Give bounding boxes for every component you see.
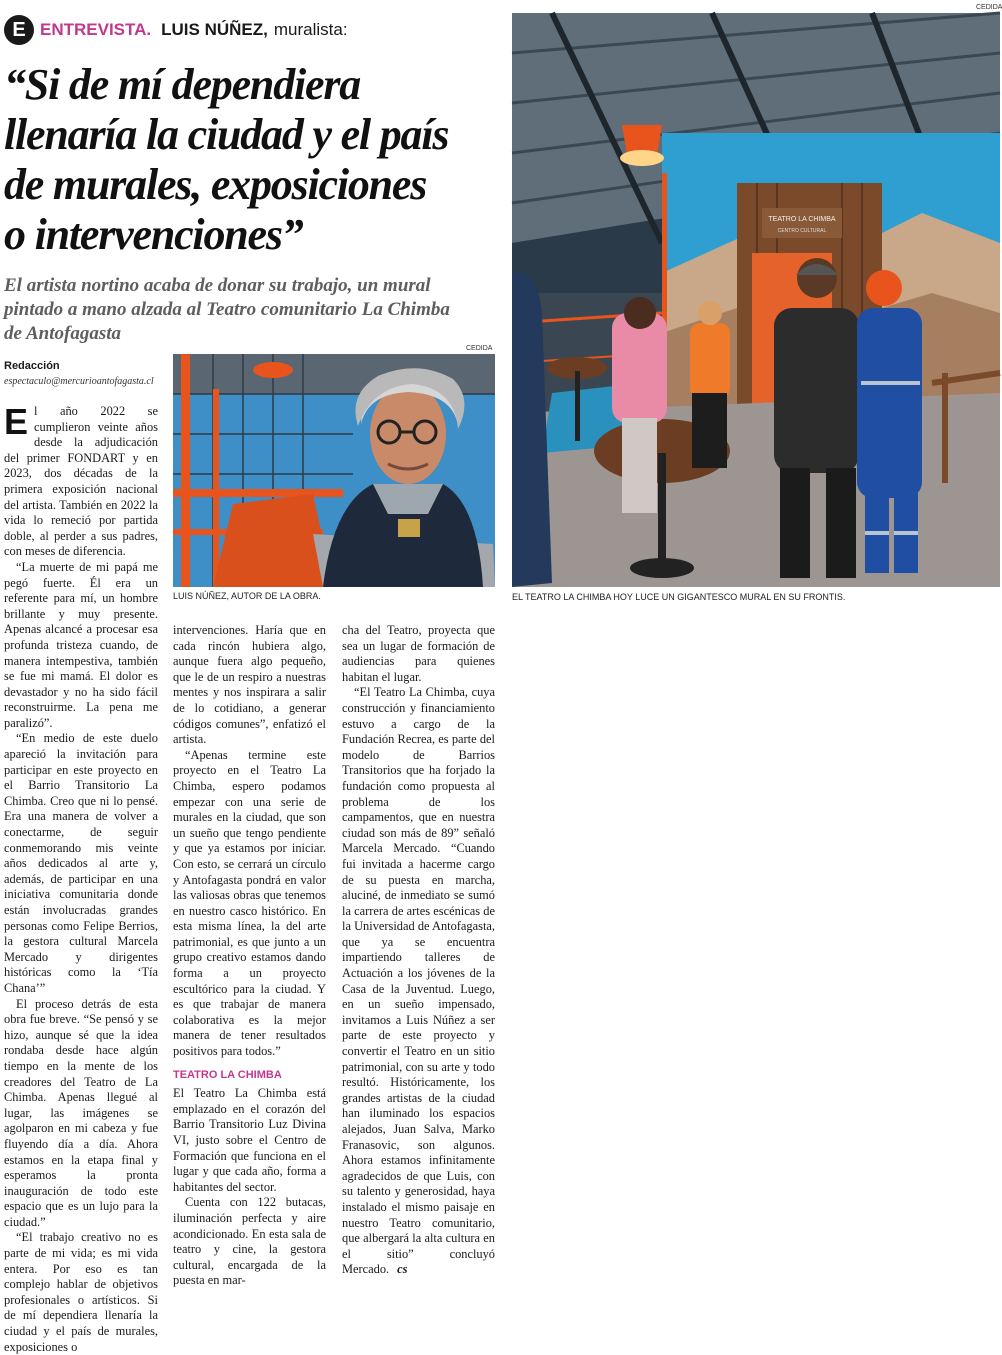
deck-line: El artista nortino acaba de donar su trabajo, un mural (4, 275, 431, 296)
article-paragraph: “Apenas termine este proyecto en el Teatro La Chimba, espero podamos empezar con una serie de murales en la ciudad, que son un sueño que tengo pendiente y que ya estamos por iniciar. Con esto, se cerrará un círculo y Antofagasta pondrá en valor las valiosas obras que tenemos en nuestro casco histórico. En esta misma línea, la del arte patrimonial, es que junto a un grupo creativo estamos dando forma a un proyecto escultórico para la ciudad. Y es que trabajar de manera colaborativa es la mejor manera de tener resultados positivos para todos.” (173, 747, 326, 1059)
caption-portrait: LUIS NÚÑEZ, AUTOR DE LA OBRA. (173, 591, 321, 601)
section-badge: E (4, 15, 34, 45)
article-paragraph (4, 401, 158, 560)
article-paragraph: intervenciones. Haría que en cada rincón hubiera algo, aunque fuera algo pequeño, que le de un respiro a nuestras mentes y nos inspirara a salir de lo cotidiano, a generar códigos comunes”, enfatizó el artista. (173, 623, 326, 747)
end-mark: cs (397, 1262, 408, 1277)
deck-line: de Antofagasta (4, 323, 121, 344)
byline-author: Redacción (4, 360, 60, 372)
kicker-name: LUIS NÚÑEZ, (161, 20, 268, 39)
deck (4, 274, 504, 346)
article-paragraph: “El trabajo creativo no es parte de mi vida; es mi vida entera. Por eso es tan complejo hablar de objetivos profesionales o artísticos. Si de mí dependiera llenaría la ciudad y el país de murales, exposiciones o (4, 1230, 158, 1354)
headline-line: “Si de mí dependiera (4, 60, 361, 109)
deck-line: pintado a mano alzada al Teatro comunitario La Chimba (4, 299, 450, 320)
article-paragraph: cha del Teatro, proyecta que sea un lugar de formación de audiencias para quienes habitan el lugar. (342, 623, 495, 684)
theater-photo (512, 13, 1000, 587)
kicker-role: muralista: (273, 20, 348, 39)
headline-line: o intervenciones” (4, 210, 303, 259)
article-column-3 (342, 623, 495, 1278)
paragraph-text: “El Teatro La Chimba, cuya construcción y financiamiento estuvo a cargo de la Fundación Recrea, es parte del modelo de Barrios Transitorios que ha forjado la fundación como propuesta al problema de los campamentos, que en nuestra ciudad son más de 89” señaló Marcela Mercado. “Cuando fui invitada a hacerme cargo de su puesta en marcha, aluciné, de inmediato se sumó la carrera de artes escénicas de la Universidad de Antofagasta, que ya se encuentra impartiendo talleres de Actuación a los jóvenes de la Casa de la Juventud. Luego, en un sueño impensado, invitamos a Luis Núñez a ser parte de este proyecto y convertir el Teatro en un sitio patrimonial, con su arte y todo resultó. Históricamente, los grandes artistas de la ciudad han iluminado los espacios alejados, Juan Salva, Marko Franasovic, son algunos. Ahora estamos infinitamente agradecidos de que Luis, con su talento y generosidad, haya instalado el mismo paisaje en nuestro Teatro comunitario, que albergará la alta cultura en el sitio” concluyó Mercado. (342, 685, 495, 1277)
photo-credit-theater: CEDIDA (976, 4, 1002, 11)
photo-credit-portrait: CEDIDA (466, 345, 493, 352)
article-paragraph: El Teatro La Chimba está emplazado en el corazón del Barrio Transitorio Luz Divina VI, justo sobre el Centro de Formación que funciona en el lugar y que cada año, forma a habitantes del sector. (173, 1086, 326, 1194)
caption-theater: EL TEATRO LA CHIMBA HOY LUCE UN GIGANTESCO MURAL EN SU FRONTIS. (512, 592, 846, 602)
article-paragraph: Cuenta con 122 butacas, iluminación perfecta y aire acondicionado. En esta sala de teatro y cine, la gestora cultural, encargada de la puesta en mar- (173, 1195, 326, 1288)
article-paragraph (342, 685, 495, 1278)
dropcap: E (4, 401, 29, 442)
article-paragraph: “En medio de este duelo apareció la invitación para participar en este proyecto en el Barrio Transitorio La Chimba. Creo que ni lo pensé. Era una manera de volver a conectarme, de seguir conmemorando mis veinte años dedicados al arte y, además, de participar en una iniciativa comunitaria donde están involucradas grandes personas como Felipe Berrios, la gestora cultural Marcela Mercado y dirigentes históricas como la ‘Tía Chana’” (4, 731, 158, 995)
headline (4, 60, 504, 260)
portrait-photo (173, 354, 495, 587)
theater-scene-icon (512, 13, 1000, 587)
theater-sign-line2: CENTRO CULTURAL (777, 228, 827, 234)
kicker (4, 14, 348, 46)
theater-sign-line1: TEATRO LA CHIMBA (768, 216, 836, 223)
headline-line: de murales, exposiciones (4, 160, 427, 209)
article-column-1 (4, 401, 158, 1355)
section-subhead: TEATRO LA CHIMBA (173, 1068, 282, 1081)
paragraph-text: l año 2022 se cumplieron veinte años desde la adjudicación del primer FONDART y en 2023, dos décadas de la primera exposición nacional del artista. También en 2022 la vida lo remeció por partida doble, al perder a sus padres, con meses de diferencia. (4, 404, 158, 559)
headline-line: llenaría la ciudad y el país (4, 110, 449, 159)
kicker-section: ENTREVISTA. (40, 20, 152, 39)
byline-email: espectaculo@mercurioantofagasta.cl (4, 376, 154, 387)
article-column-2 (173, 623, 326, 1289)
byline (4, 360, 169, 387)
article-paragraph: El proceso detrás de esta obra fue breve. “Se pensó y se hizo, aunque sé que la idea rondaba desde hace algún tiempo en la mente de los creadores del Teatro de La Chimba. Apenas llegué al lugar, las imágenes se agolparon en mi cabeza y fue fluyendo día a día. Ahora estamos en la etapa final y esperamos la pronta inauguración de todo este espacio que es un lujo para la ciudad.” (4, 996, 158, 1229)
man-with-glasses-icon (173, 354, 495, 587)
article-paragraph: “La muerte de mi papá me pegó fuerte. Él era un referente para mí, un hombre brillante y muy presente. Apenas alcancé a procesar esa profunda tristeza cuando, de manera intempestiva, también se fue mi mamá. El dolor es devastador y no ha sido fácil reconstruirme. La pena me paralizó”. (4, 559, 158, 730)
